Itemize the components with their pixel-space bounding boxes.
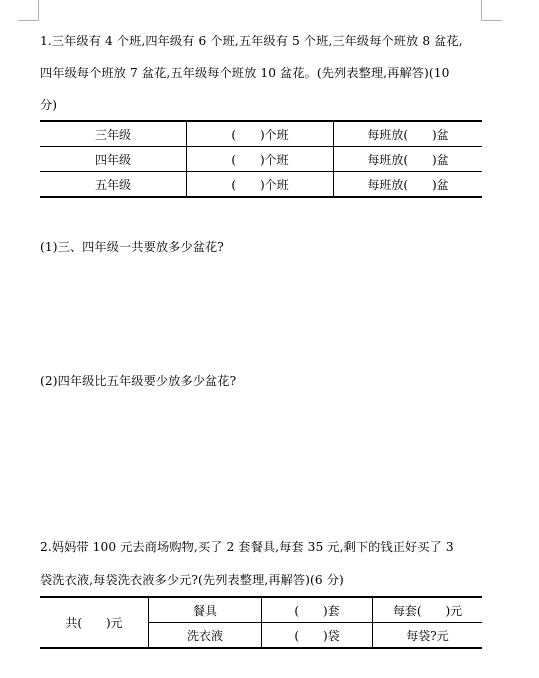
table-cell: 四年级: [40, 147, 187, 172]
q2-text-line-1: 2.妈妈带 100 元去商场购物,买了 2 套餐具,每套 35 元,剩下的钱正好买了 3: [40, 540, 454, 554]
q2-table: [40, 596, 482, 649]
table-cell: 每套( )元: [373, 597, 483, 623]
table-cell: 五年级: [40, 172, 187, 198]
q1-text-line-1: 1.三年级有 4 个班,四年级有 6 个班,五年级有 5 个班,三年级每个班放 8 盆花,: [40, 34, 463, 48]
table-cell: 餐具: [149, 597, 262, 623]
table-cell: ( )袋: [262, 623, 373, 649]
q2-text-line-2: 袋洗衣液,每袋洗衣液多少元?(先列表整理,再解答)(6 分): [40, 573, 344, 587]
table-row: [40, 121, 482, 147]
table-cell: ( )个班: [187, 147, 334, 172]
table-cell: 洗衣液: [149, 623, 262, 649]
q1-text-line-2: 四年级每个班放 7 盆花,五年级每个班放 10 盆花。(先列表整理,再解答)(10: [40, 66, 450, 80]
page-corner-mark-top-left: [18, 0, 39, 21]
table-cell: 每袋?元: [373, 623, 483, 649]
table-cell: 每班放( )盆: [334, 121, 483, 147]
table-cell: ( )套: [262, 597, 373, 623]
page-corner-mark-top-right: [481, 0, 502, 21]
table-cell: ( )个班: [187, 172, 334, 198]
table-row: [40, 597, 482, 623]
q1-subquestion-2: (2)四年级比五年级要少放多少盆花?: [40, 374, 237, 388]
q1-table: [40, 120, 482, 198]
table-cell: 三年级: [40, 121, 187, 147]
table-cell: ( )个班: [187, 121, 334, 147]
table-cell: 每班放( )盆: [334, 147, 483, 172]
table-row: [40, 172, 482, 198]
q1-text-line-3: 分): [40, 98, 58, 112]
table-row: [40, 147, 482, 172]
table-cell-total: 共( )元: [40, 597, 149, 648]
q1-subquestion-1: (1)三、四年级一共要放多少盆花?: [40, 240, 224, 254]
table-cell: 每班放( )盆: [334, 172, 483, 198]
